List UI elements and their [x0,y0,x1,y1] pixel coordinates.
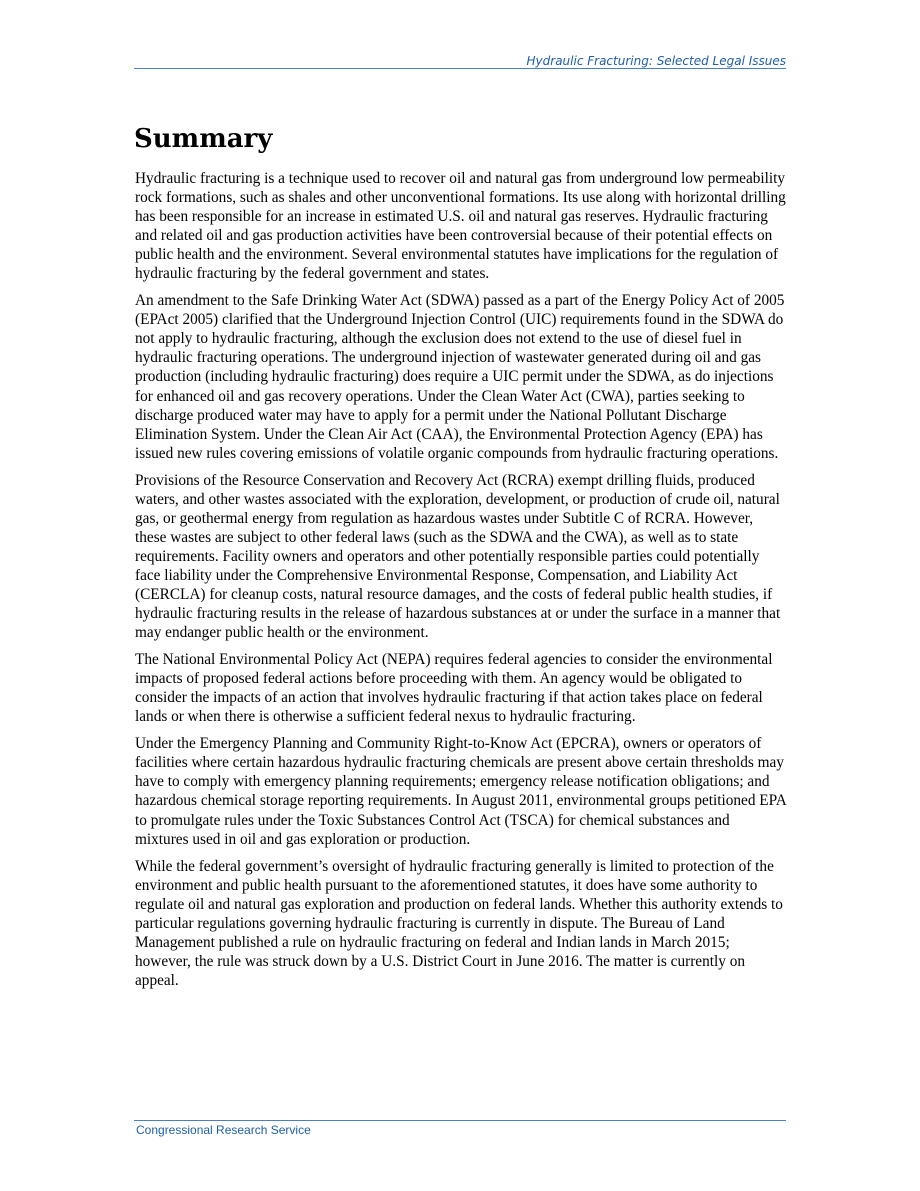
summary-body [135,169,787,998]
footer-rule [134,1120,786,1121]
section-title: Summary [134,124,273,154]
running-header-title: Hydraulic Fracturing: Selected Legal Issues [526,54,786,68]
paragraph: Provisions of the Resource Conservation and Recovery Act (RCRA) exempt drilling fluids, produced waters, and other wastes associated with the exploration, development, or production of crude oil, natural gas, or geothermal energy from regulation as hazardous wastes under Subtitle C of RCRA. However, these wastes are subject to other federal laws (such as the SDWA and the CWA), as well as to state requirements. Facility owners and operators and other potentially responsible parties could potentially face liability under the Comprehensive Environmental Response, Compensation, and Liability Act (CERCLA) for cleanup costs, natural resource damages, and the costs of federal public health studies, if hydraulic fracturing results in the release of hazardous substances at or under the surface in a manner that may endanger public health or the environment. [135,471,781,642]
paragraph: Under the Emergency Planning and Community Right-to-Know Act (EPCRA), owners or operators of facilities where certain hazardous hydraulic fracturing chemicals are present above certain thresholds may have to comply with emergency planning requirements; emergency release notification obligations; and hazardous chemical storage reporting requirements. In August 2011, environmental groups petitioned EPA to promulgate rules under the Toxic Substances Control Act (TSCA) for chemical substances and mixtures used in oil and gas exploration or production. [135,735,786,848]
footer-publisher: Congressional Research Service [136,1123,311,1137]
header-rule [134,68,786,69]
paragraph: An amendment to the Safe Drinking Water Act (SDWA) passed as a part of the Energy Policy Act of 2005 (EPAct 2005) clarified that the Underground Injection Control (UIC) requirements found in the SDWA do not apply to hydraulic fracturing, although the exclusion does not extend to the use of diesel fuel in hydraulic fracturing operations. The underground injection of wastewater generated during oil and gas production (including hydraulic fracturing) does require a UIC permit under the SDWA, as do injections for enhanced oil and gas recovery operations. Under the Clean Water Act (CWA), parties seeking to discharge produced water may have to apply for a permit under the National Pollutant Discharge Elimination System. Under the Clean Air Act (CAA), the Environmental Protection Agency (EPA) has issued new rules covering emissions of volatile organic compounds from hydraulic fracturing operations. [135,292,785,462]
paragraph: Hydraulic fracturing is a technique used to recover oil and natural gas from underground low permeability rock formations, such as shales and other unconventional formations. Its use along with horizontal drilling has been responsible for an increase in estimated U.S. oil and natural gas reserves. Hydraulic fracturing and related oil and gas production activities have been controversial because of their potential effects on public health and the environment. Several environmental statutes have implications for the regulation of hydraulic fracturing by the federal government and states. [135,170,786,283]
paragraph: While the federal government’s oversight of hydraulic fracturing generally is limited to protection of the environment and public health pursuant to the aforementioned statutes, it does have some authority to regulate oil and natural gas exploration and production on federal lands. Whether this authority extends to particular regulations governing hydraulic fracturing is currently in dispute. The Bureau of Land Management published a rule on hydraulic fracturing on federal and Indian lands in March 2015; however, the rule was struck down by a U.S. District Court in June 2016. The matter is currently on appeal. [135,857,783,989]
paragraph: The National Environmental Policy Act (NEPA) requires federal agencies to consider the environmental impacts of proposed federal actions before proceeding with them. An agency would be obligated to consider the impacts of an action that involves hydraulic fracturing if that action takes place on federal lands or when there is otherwise a sufficient federal nexus to hydraulic fracturing. [135,651,773,726]
